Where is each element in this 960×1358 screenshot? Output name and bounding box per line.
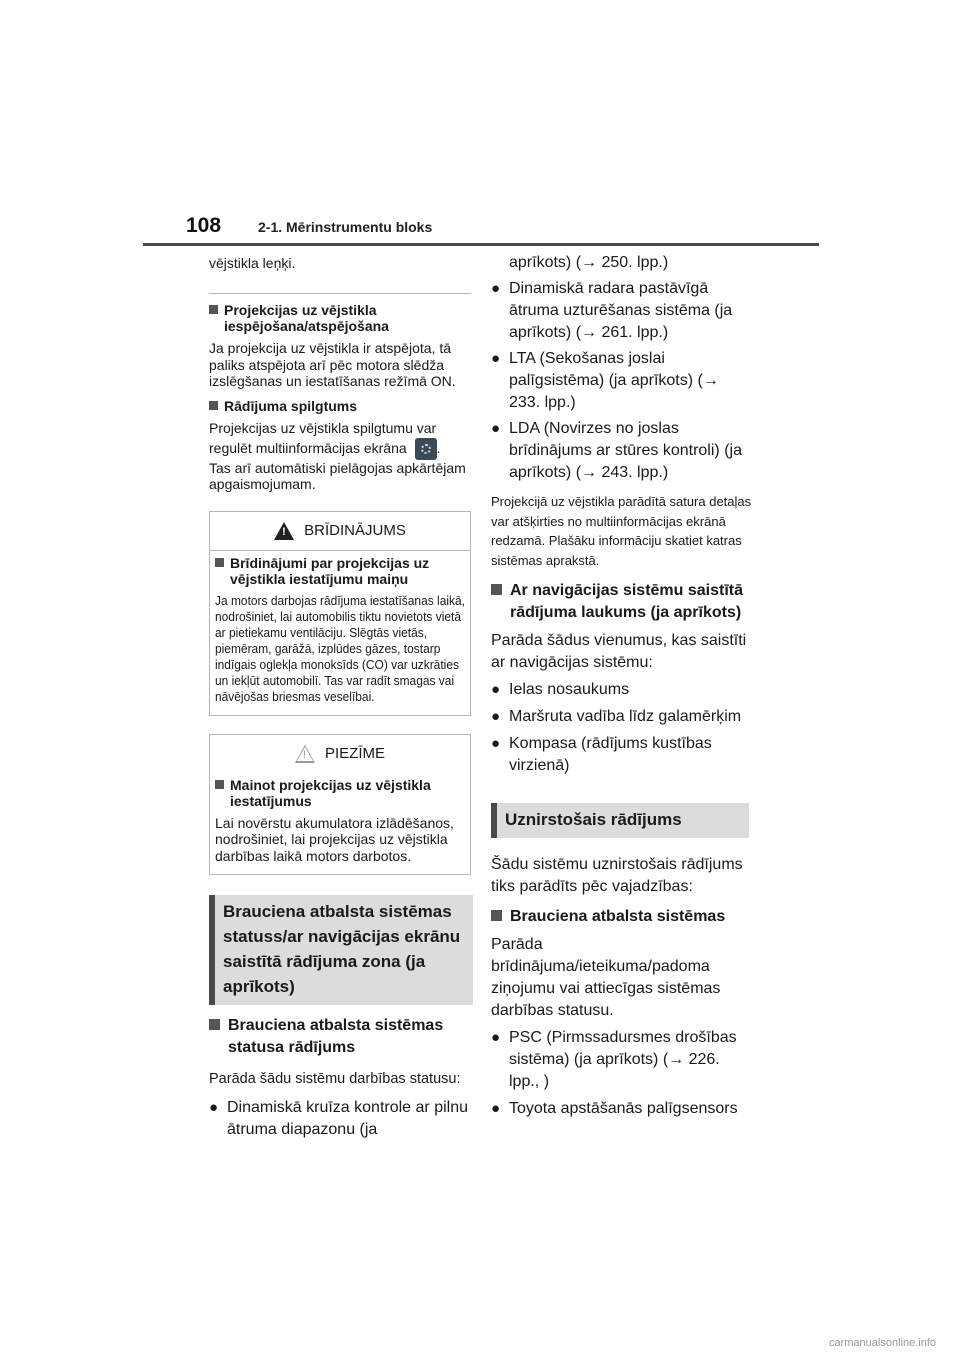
warning-heading xyxy=(215,555,465,587)
intro-text: vējstikla leņķi. xyxy=(209,255,296,271)
bullet-icon: ● xyxy=(209,1099,219,1117)
square-bullet-icon xyxy=(209,401,218,410)
list-item xyxy=(491,348,753,414)
square-bullet-icon xyxy=(215,780,224,789)
note-header xyxy=(210,741,470,773)
s1-body: Ja projekcija uz vējstikla ir atspējota, tā paliks atspējota arī pēc motora slēdža izslēgšanas un iestatīšanas režīmā ON. xyxy=(209,340,456,389)
bullet-icon: ● xyxy=(491,280,501,297)
s3-body: Parāda šādu sistēmu darbības statusu: xyxy=(209,1071,461,1088)
s2-body-c: Tas arī automātiski pielāgojas apkārtējam apgaismojumam. xyxy=(209,459,466,493)
warning-triangle-icon: ! xyxy=(274,522,294,540)
page-number: 108 xyxy=(186,214,222,237)
list-item xyxy=(491,679,753,701)
square-bullet-icon xyxy=(209,1019,220,1030)
s1-heading xyxy=(209,302,471,334)
square-bullet-icon xyxy=(491,910,502,921)
bullet-icon: ● xyxy=(491,350,501,367)
list-item-text: Dinamiskā radara pastāvīgā ātruma uzturēšanas sistēma (ja aprīkots) (→ 261. lpp.) xyxy=(509,280,733,341)
left-column xyxy=(209,255,471,1141)
square-bullet-icon xyxy=(491,584,502,595)
right-column xyxy=(491,252,753,1120)
list-item-text: Ielas nosaukums xyxy=(509,681,630,698)
list-item xyxy=(209,1097,471,1141)
s2-heading xyxy=(209,398,471,414)
s5-body: Parāda brīdinājuma/ieteikuma/padoma ziņojumu vai attiecīgas sistēmas darbības statusu. xyxy=(491,936,721,1019)
s2-body-b: . xyxy=(436,439,441,456)
warning-title: Brīdinājumi par projekcijas uz vējstikla iestatījumu maiņu xyxy=(230,554,430,587)
warning-header xyxy=(210,518,470,551)
square-bullet-icon xyxy=(215,558,224,567)
list-item xyxy=(491,733,753,777)
header-rule xyxy=(143,243,819,246)
popup-body: Šādu sistēmu uznirstošais rādījums tiks parādīts pēc vajadzības: xyxy=(491,856,743,895)
list-item xyxy=(491,1098,753,1120)
warning-box xyxy=(209,511,471,716)
popup-heading: Uznirstošais rādījums xyxy=(491,803,749,838)
note-heading xyxy=(215,777,465,809)
s2-body xyxy=(209,418,471,460)
note-label: PIEZĪME xyxy=(324,745,385,763)
warning-body: Ja motors darbojas rādījuma iestatīšanas laikā, nodrošiniet, lai automobilis tiktu novietots vietā ar pietiekamu ventilāciju. Slēgtās vietās, piemēram, garāžā, izplūdes gāzes, tostarp indīgais oglekļa monoksīds (CO) var uzkrāties un iekļūt automobilī. Tas var radīt smagas vai nāvējošas briesmas veselībai. xyxy=(215,592,465,704)
bullet-icon: ● xyxy=(491,735,501,752)
s2-title: Rādījuma spilgtums xyxy=(224,397,358,414)
list-item-text: Maršruta vadība līdz galamērķim xyxy=(509,708,742,725)
list-item xyxy=(491,706,753,728)
bullet-icon: ● xyxy=(491,1100,501,1117)
list-item-text: Kompasa (rādījums kustības virzienā) xyxy=(509,735,712,774)
list-item-text: LDA (Novirzes no joslas brīdinājums ar stūres kontroli) (ja aprīkots) (→ 243. lpp.) xyxy=(509,420,742,481)
warning-label: BRĪDINĀJUMS xyxy=(304,522,406,540)
continued-text: aprīkots) (→ 250. lpp.) xyxy=(509,254,669,271)
s3-title: Brauciena atbalsta sistēmas statusa rādījums xyxy=(228,1017,444,1057)
system-note: Projekcijā uz vējstikla parādītā satura detaļas var atšķirties no multiinformācijas ekrānā redzamā. Plašāku informāciju skatiet katras sistēmas aprakstā. xyxy=(491,494,752,568)
bullet-icon: ● xyxy=(491,708,501,725)
note-title: Mainot projekcijas uz vējstikla iestatījumus xyxy=(230,776,431,809)
list-item-text: PSC (Pirmssadursmes drošības sistēma) (ja aprīkots) (→ 226. lpp., ) xyxy=(509,1029,737,1090)
watermark: carmanualsonline.info xyxy=(828,1337,936,1349)
s1-title: Projekcijas uz vējstikla iespējošana/atspējošana xyxy=(224,302,389,334)
s2-body-a: Projekcijas uz vējstikla spilgtumu var regulēt multiinformācijas ekrāna xyxy=(209,419,437,456)
s5-title: Brauciena atbalsta sistēmas xyxy=(510,908,726,925)
support-system-heading: Brauciena atbalsta sistēmas statuss/ar navigācijas ekrānu saistītā rādījuma zona (ja aprīkots) xyxy=(209,895,473,1005)
settings-gear-icon xyxy=(415,438,437,460)
s4-body: Parāda šādus vienumus, kas saistīti ar navigācijas sistēmu: xyxy=(491,632,747,671)
section-title: 2-1. Mērinstrumentu bloks xyxy=(258,219,433,235)
list-item xyxy=(491,1027,753,1093)
s4-title: Ar navigācijas sistēmu saistītā rādījuma laukums (ja aprīkots) xyxy=(510,582,743,621)
bullet-icon: ● xyxy=(491,681,501,698)
s3-heading xyxy=(209,1015,471,1059)
list-item-text: Toyota apstāšanās palīgsensors xyxy=(509,1100,738,1117)
square-bullet-icon xyxy=(209,305,218,314)
s4-heading xyxy=(491,580,753,624)
note-box xyxy=(209,734,471,876)
divider xyxy=(209,293,471,294)
list-item xyxy=(491,278,753,344)
list-item-text: Dinamiskā kruīza kontrole ar pilnu ātruma diapazonu (ja xyxy=(227,1099,468,1139)
bullet-icon: ● xyxy=(491,420,501,437)
note-body: Lai novērstu akumulatora izlādēšanos, nodrošiniet, lai projekcijas uz vējstikla darbības laikā motors darbotos. xyxy=(215,814,454,864)
caution-triangle-icon: ! xyxy=(295,745,315,763)
list-item-text: LTA (Sekošanas joslai palīgsistēma) (ja aprīkots) (→ 233. lpp.) xyxy=(509,350,719,411)
bullet-icon: ● xyxy=(491,1029,501,1046)
list-item xyxy=(491,418,753,484)
s5-heading xyxy=(491,906,753,928)
